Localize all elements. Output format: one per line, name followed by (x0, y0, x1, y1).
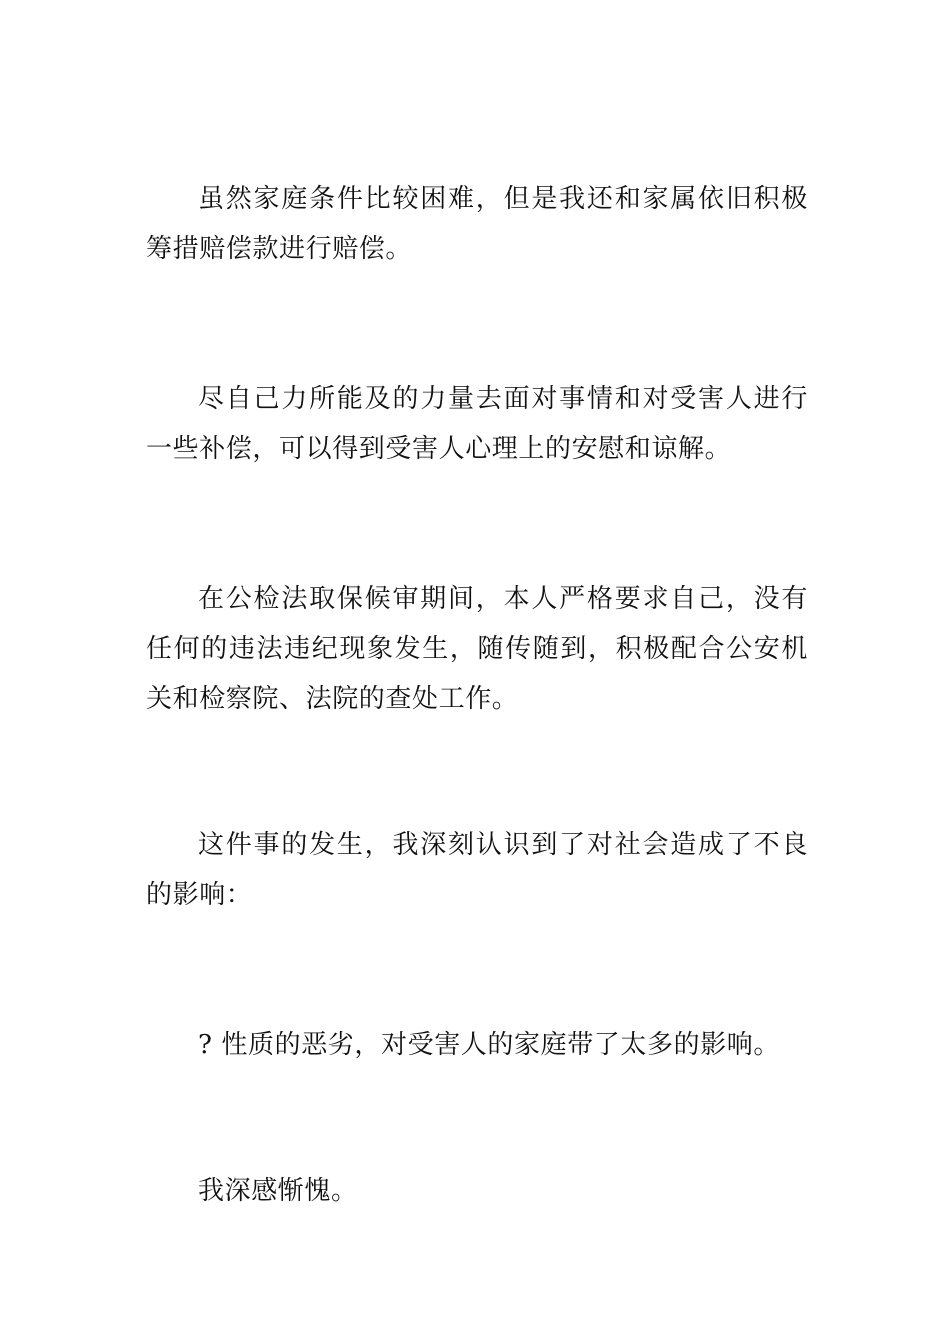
paragraph-victim-comfort: 尽自己力所能及的力量去面对事情和对受害人进行一些补偿，可以得到受害人心理上的安慰和谅解。 (146, 384, 808, 464)
paragraph-remorse: 我深感惭愧。 (198, 1176, 358, 1206)
paragraph-bail-conduct: 在公检法取保候审期间，本人严格要求自己，没有任何的违法违纪现象发生，随传随到，积极配合公安机关和检察院、法院的查处工作。 (146, 584, 808, 714)
paragraph-social-impact: 这件事的发生，我深刻认识到了对社会造成了不良的影响： (146, 830, 808, 910)
paragraph-severity: ? 性质的恶劣，对受害人的家庭带了太多的影响。 (198, 1030, 781, 1060)
paragraph-compensation: 虽然家庭条件比较困难，但是我还和家属依旧积极筹措赔偿款进行赔偿。 (146, 184, 808, 264)
